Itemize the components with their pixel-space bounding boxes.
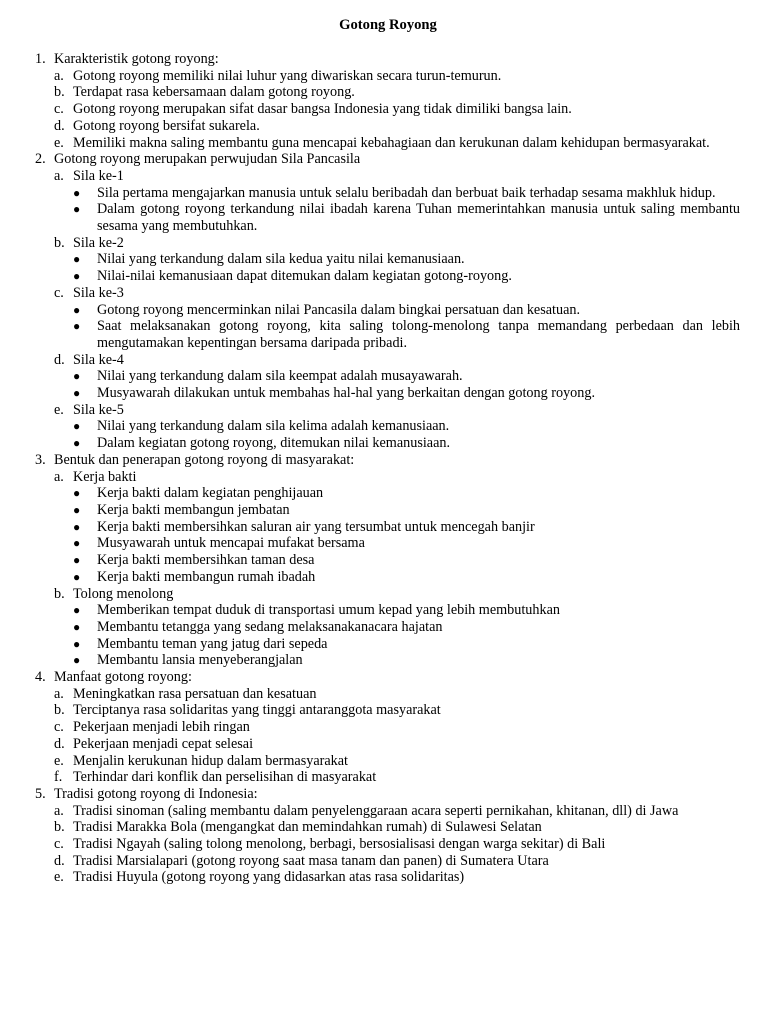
item-text: Sila ke-2 — [73, 234, 124, 251]
bullet-text: Dalam kegiatan gotong royong, ditemukan nilai kemanusiaan. — [97, 435, 451, 452]
bullet-text: Gotong royong mencerminkan nilai Pancasila dalam bingkai persatuan dan kesatuan. — [97, 301, 581, 318]
bullet-text: Nilai yang terkandung dalam sila kelima adalah kemanusiaan. — [97, 418, 450, 435]
list-item — [54, 469, 740, 486]
bullet-item — [54, 368, 740, 385]
item-text: Pekerjaan menjadi cepat selesai — [73, 735, 254, 752]
bullet-item — [54, 268, 740, 285]
item-letter: e. — [54, 134, 64, 151]
list-item — [54, 869, 740, 886]
item-text: Gotong royong memiliki nilai luhur yang diwariskan secara turun-temurun. — [73, 67, 502, 84]
section-number: 5. — [35, 785, 46, 802]
bullet-text: Kerja bakti membersihkan saluran air yang tersumbat untuk mencegah banjir — [97, 518, 535, 535]
list-item — [54, 285, 740, 302]
item-text: Tradisi Ngayah (saling tolong menolong, berbagi, bersosialisasi dengan warga sekitar) di Bali — [73, 836, 606, 853]
bullet-icon: ● — [73, 419, 81, 434]
item-text: Terhindar dari konflik dan perselisihan di masyarakat — [73, 769, 377, 786]
list-item — [54, 586, 740, 603]
section-3 — [35, 452, 740, 669]
bullet-text: Kerja bakti membersihkan taman desa — [97, 552, 315, 569]
bullet-text: Nilai-nilai kemanusiaan dapat ditemukan dalam kegiatan gotong-royong. — [97, 268, 512, 285]
section-number: 2. — [35, 151, 46, 168]
bullet-item — [54, 185, 740, 202]
section-heading: Bentuk dan penerapan gotong royong di masyarakat: — [54, 451, 355, 468]
item-letter: e. — [54, 401, 64, 418]
item-letter: c. — [54, 284, 64, 301]
list-item — [54, 819, 740, 836]
bullet-text: Musyawarah untuk mencapai mufakat bersama — [97, 535, 365, 552]
document-body — [35, 51, 740, 886]
bullet-icon: ● — [73, 185, 81, 200]
list-item — [54, 719, 740, 736]
item-letter: b. — [54, 819, 65, 836]
item-text: Meningkatkan rasa persatuan dan kesatuan — [73, 685, 317, 702]
list-item — [54, 803, 740, 820]
bullet-icon: ● — [73, 436, 81, 451]
item-letter: e. — [54, 869, 64, 886]
bullet-icon: ● — [73, 202, 81, 217]
item-letter: d. — [54, 351, 65, 368]
item-letter: e. — [54, 752, 64, 769]
item-text: Sila ke-5 — [73, 401, 124, 418]
item-letter: b. — [54, 84, 65, 101]
bullet-item — [54, 302, 740, 319]
item-text: Tradisi Huyula (gotong royong yang didasarkan atas rasa solidaritas) — [73, 869, 465, 886]
item-text: Memiliki makna saling membantu guna mencapai kebahagiaan dan kerukunan dalam kehidupan bermasyarakat. — [73, 134, 710, 151]
section-4 — [35, 669, 740, 786]
bullet-item — [54, 385, 740, 402]
list-item — [54, 235, 740, 252]
list-item — [54, 736, 740, 753]
list-item — [54, 84, 740, 101]
bullet-icon: ● — [73, 553, 81, 568]
bullet-text: Nilai yang terkandung dalam sila kedua yaitu nilai kemanusiaan. — [97, 251, 465, 268]
bullet-item — [54, 652, 740, 669]
item-text: Terciptanya rasa solidaritas yang tinggi antaranggota masyarakat — [73, 702, 441, 719]
bullet-icon: ● — [73, 619, 81, 634]
list-item — [54, 686, 740, 703]
item-text: Tolong menolong — [73, 585, 174, 602]
bullet-icon: ● — [73, 319, 81, 334]
bullet-icon: ● — [73, 653, 81, 668]
bullet-icon: ● — [73, 386, 81, 401]
list-item — [54, 702, 740, 719]
bullet-text: Memberikan tempat duduk di transportasi umum kepad yang lebih membutuhkan — [97, 602, 560, 619]
section-1 — [35, 51, 740, 151]
bullet-text: Saat melaksanakan gotong royong, kita saling tolong-menolong tanpa memandang perbedaan dan lebih mengutamakan kepentingan bersama daripada pribadi. — [97, 318, 740, 351]
item-letter: d. — [54, 735, 65, 752]
bullet-item — [54, 636, 740, 653]
item-letter: c. — [54, 836, 64, 853]
item-text: Kerja bakti — [73, 468, 137, 485]
section-number: 1. — [35, 51, 46, 67]
bullet-text: Membantu tetangga yang sedang melaksanakanacara hajatan — [97, 618, 443, 635]
bullet-icon: ● — [73, 536, 81, 551]
item-letter: a. — [54, 802, 64, 819]
item-letter: a. — [54, 167, 64, 184]
item-letter: a. — [54, 685, 64, 702]
bullet-item — [54, 535, 740, 552]
bullet-item — [54, 201, 740, 234]
bullet-icon: ● — [73, 636, 81, 651]
bullet-item — [54, 619, 740, 636]
item-letter: a. — [54, 468, 64, 485]
bullet-text: Nilai yang terkandung dalam sila keempat adalah musayawarah. — [97, 368, 463, 385]
item-text: Sila ke-1 — [73, 167, 124, 184]
item-letter: f. — [54, 769, 63, 786]
bullet-text: Kerja bakti membangun jembatan — [97, 501, 290, 518]
item-letter: d. — [54, 852, 65, 869]
bullet-icon: ● — [73, 569, 81, 584]
bullet-icon: ● — [73, 269, 81, 284]
bullet-item — [54, 485, 740, 502]
bullet-icon: ● — [73, 603, 81, 618]
bullet-icon: ● — [73, 486, 81, 501]
bullet-text: Dalam gotong royong terkandung nilai ibadah karena Tuhan memerintahkan manusia untuk saling membantu sesama yang membutuhkan. — [97, 201, 740, 235]
bullet-icon: ● — [73, 302, 81, 317]
list-item — [54, 753, 740, 770]
list-item — [54, 769, 740, 786]
bullet-text: Membantu lansia menyeberangjalan — [97, 652, 303, 669]
section-2 — [35, 151, 740, 452]
section-heading: Karakteristik gotong royong: — [54, 51, 219, 67]
item-letter: c. — [54, 719, 64, 736]
item-text: Menjalin kerukunan hidup dalam bermasyarakat — [73, 752, 348, 769]
item-text: Terdapat rasa kebersamaan dalam gotong royong. — [73, 84, 355, 101]
bullet-icon: ● — [73, 502, 81, 517]
bullet-item — [54, 569, 740, 586]
section-number: 3. — [35, 451, 46, 468]
bullet-item — [54, 519, 740, 536]
item-letter: d. — [54, 117, 65, 134]
section-number: 4. — [35, 669, 46, 686]
bullet-item — [54, 552, 740, 569]
item-letter: a. — [54, 67, 64, 84]
item-letter: c. — [54, 101, 64, 118]
bullet-icon: ● — [73, 369, 81, 384]
item-letter: b. — [54, 585, 65, 602]
item-text: Sila ke-3 — [73, 284, 124, 301]
section-5 — [35, 786, 740, 886]
list-item — [54, 402, 740, 419]
bullet-text: Sila pertama mengajarkan manusia untuk selalu beribadah dan berbuat baik terhadap sesama makhluk hidup. — [97, 184, 716, 201]
bullet-item — [54, 318, 740, 351]
bullet-icon: ● — [73, 252, 81, 267]
document-title: Gotong Royong — [339, 17, 437, 33]
bullet-item — [54, 418, 740, 435]
item-text: Gotong royong merupakan sifat dasar bangsa Indonesia yang tidak dimiliki bangsa lain. — [73, 101, 572, 118]
bullet-item — [54, 435, 740, 452]
bullet-item — [54, 251, 740, 268]
item-text: Tradisi Marakka Bola (mengangkat dan memindahkan rumah) di Sulawesi Selatan — [73, 819, 542, 836]
bullet-text: Musyawarah dilakukan untuk membahas hal-hal yang berkaitan dengan gotong royong. — [97, 385, 596, 402]
bullet-item — [54, 602, 740, 619]
list-item — [54, 352, 740, 369]
item-text: Sila ke-4 — [73, 351, 124, 368]
section-heading: Gotong royong merupakan perwujudan Sila Pancasila — [54, 151, 361, 168]
bullet-icon: ● — [73, 519, 81, 534]
item-text: Gotong royong bersifat sukarela. — [73, 117, 260, 134]
section-heading: Manfaat gotong royong: — [54, 669, 192, 686]
item-letter: b. — [54, 234, 65, 251]
item-text: Tradisi Marsialapari (gotong royong saat masa tanam dan panen) di Sumatera Utara — [73, 852, 549, 869]
bullet-item — [54, 502, 740, 519]
list-item — [54, 118, 740, 135]
list-item — [54, 168, 740, 185]
item-text: Pekerjaan menjadi lebih ringan — [73, 719, 250, 736]
item-letter: b. — [54, 702, 65, 719]
section-heading: Tradisi gotong royong di Indonesia: — [54, 785, 258, 802]
list-item — [54, 101, 740, 118]
bullet-text: Membantu teman yang jatug dari sepeda — [97, 635, 328, 652]
item-text: Tradisi sinoman (saling membantu dalam penyelenggaraan acara seperti pernikahan, khitanan, dll) di Jawa — [73, 802, 679, 819]
list-item — [54, 68, 740, 85]
bullet-text: Kerja bakti dalam kegiatan penghijauan — [97, 485, 324, 502]
list-item — [54, 135, 740, 152]
list-item — [54, 853, 740, 870]
bullet-text: Kerja bakti membangun rumah ibadah — [97, 568, 316, 585]
list-item — [54, 836, 740, 853]
